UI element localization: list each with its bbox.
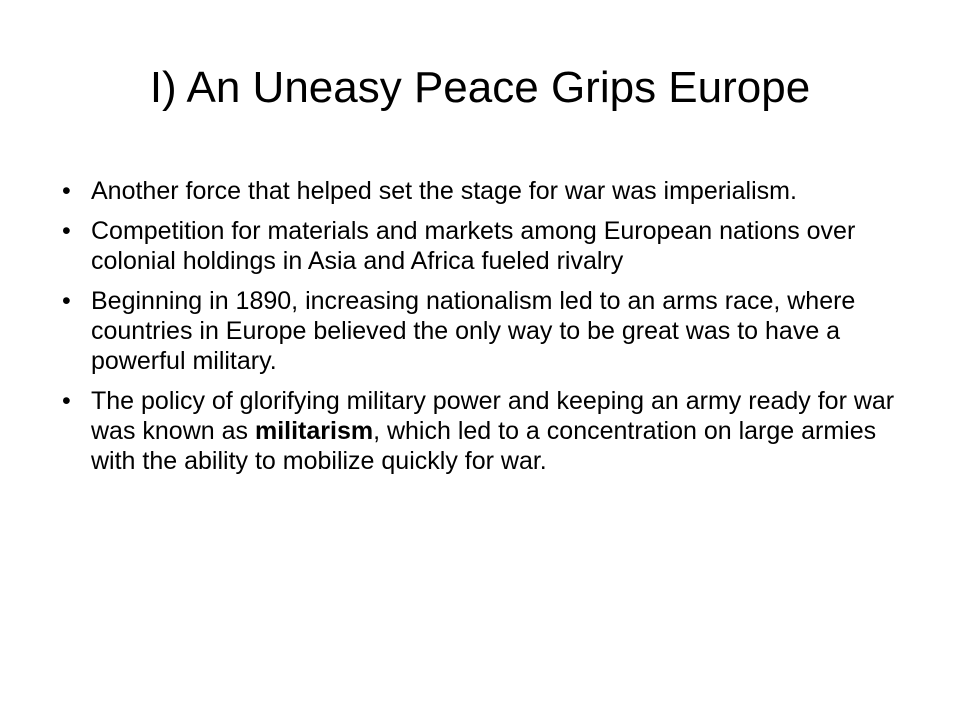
bullet-text: Competition for materials and markets among European nations over colonial holdings in Asia and Africa fueled rivalry [91,217,856,275]
bullet-marker: • [62,217,71,245]
slide-title: I) An Uneasy Peace Grips Europe [149,63,811,112]
bullet-marker: • [62,387,71,415]
bold-term-militarism: militarism [254,417,374,445]
bullet-list [62,176,922,486]
bullet-text-after: , which led to a concentration on large armies with the ability to mobilize quickly for war. [91,417,877,475]
bullet-text: Beginning in 1890, increasing nationalism led to an arms race, where countries in Europe believed the only way to be great was to have a powerful military. [91,287,856,375]
bullet-item-4 [62,386,922,476]
bullet-item-3 [62,286,922,376]
bullet-item-2 [62,216,922,276]
bullet-item-1 [62,176,922,206]
bullet-text: Another force that helped set the stage for war was imperialism. [91,177,797,205]
bullet-marker: • [62,177,71,205]
bullet-marker: • [62,287,71,315]
bullet-text-before: The policy of glorifying military power and keeping an army ready for war was known as [91,387,895,445]
